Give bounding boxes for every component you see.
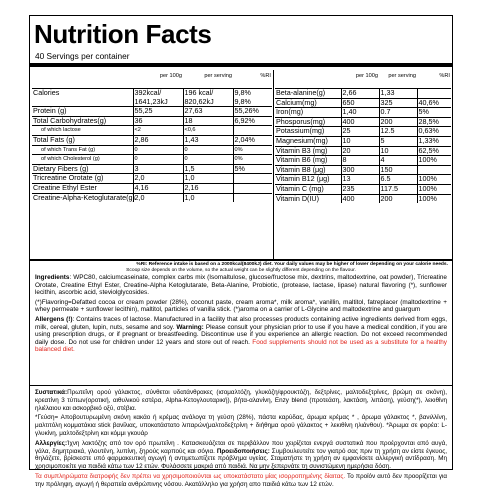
- nutrient-row: [32, 155, 272, 165]
- nutrient-value: 1,43: [183, 135, 233, 145]
- nutrient-value: 650: [341, 98, 379, 108]
- gr-final-text: Το προϊόν αυτό δεν προορίζεται για την πρόληψη, αγωγή ή θεραπεία ανθρώπινης νόσου. Ακατάλληλο για χρήση απο παιδιά κάτω των 12 ετών.: [35, 472, 448, 488]
- nutrient-value: 12.5: [379, 127, 417, 137]
- nutrient-value: 820,62kJ: [183, 98, 233, 107]
- column-header: per 100g: [355, 72, 378, 79]
- nutrient-value: 4: [379, 156, 417, 166]
- nutrient-value: 1,0: [183, 174, 233, 184]
- thick-divider: [30, 63, 452, 67]
- nutrient-value: 0: [183, 155, 233, 165]
- warning-label: Warning:: [176, 323, 204, 331]
- nutrient-value: 5%: [417, 108, 451, 118]
- ingredients-text: : WPC80, calciumcaseinate, complex carbs mix (Isomaltulose, glucose/fructose mix, dextrins, maltodextrine, oat powder), Tricreatine Orotate, Creatine Ethyl Ester, Creatine-Alpha Ketoglutarate, Beta-Alanine, Probiotic, (protease, lactase, lipase) natural flavoring (*), sunflower lecithin, ascorbic acid, steviolglycosides.: [35, 274, 447, 297]
- header-blank: [275, 70, 341, 82]
- nutrient-value: 300: [341, 165, 379, 175]
- nutrient-value: 392kcal/: [133, 89, 183, 98]
- reference-intake-note: [34, 262, 448, 274]
- nutrient-value: [233, 174, 272, 184]
- nutrient-row: [275, 136, 451, 146]
- gr-caution-text: Συμβουλευτείτε τον γιατρό σας πριν τη χρήση αν είστε έγκυος, θηλάζετε, βρίσκεστε υπό φαρμακευτική αγωγή ή αντιμετωπίζετε πρόβλημα υγείας. Σταματήστε τη χρήση αν εμφανίσετε αλλεργική αντίδραση. Μη χρησιμοποιείτε για παιδιά κάτω των 12 ετών. Φυλάσσετε μακριά από παιδιά. Να μην ξεπερνάτε τη συνιστώμενη ημερήσια δόση.: [35, 447, 447, 471]
- column-header: per serving: [388, 72, 416, 79]
- nutrient-value: 27,63: [183, 107, 233, 117]
- nutrient-label: Creatine Ethyl Ester: [32, 183, 133, 193]
- nutrient-value: <0,6: [183, 126, 233, 136]
- nutrient-value: 400: [341, 194, 379, 203]
- nutrient-value: 36: [133, 116, 183, 126]
- nutrient-value: 0%: [233, 155, 272, 165]
- nutrient-value: 0: [183, 145, 233, 155]
- nutrient-value: 20: [341, 146, 379, 156]
- allergens-text: : Contains traces of lactose. Manufactured in a facility that also processes products containing active ingredients derived from eggs, milk, cereal, gluten, lupin, nuts, sesame and soy.: [35, 315, 447, 331]
- nutrient-row: [275, 108, 451, 118]
- warning-text: Please consult your physician prior to use if you have a medical condition, if you are using prescription drugs, or if pregnant or breastfeeding. Discontinue use if you experience an allergic reaction. Do not exceed recommended daily dose. Do not use for children under 12 years and store out of reach.: [35, 323, 447, 346]
- nutrient-value: 9,8%: [233, 89, 272, 98]
- nutrient-value: 0: [133, 145, 183, 155]
- nutrient-value: 0: [133, 155, 183, 165]
- column-header: %RI: [439, 72, 450, 79]
- nutrient-row: [275, 156, 451, 166]
- nutrient-value: 10: [379, 146, 417, 156]
- nutrient-value: [233, 183, 272, 193]
- nutrient-value: 1,33: [379, 89, 417, 99]
- allergens-label: Allergens (!): [35, 315, 73, 323]
- nutrient-value: 2,86: [133, 135, 183, 145]
- nutrient-value: 62,5%: [417, 146, 451, 156]
- table-divider: [273, 70, 274, 259]
- flavoring-text: (*)Flavoring=Defatted cocoa or cream powder (28%), coconut paste, cream aroma*, milk aroma*, vanillin, maltitol, fatreplacer (maltodextrine + whey permeate + sunflower lecithin), maltitol, particles of vanilla stick. (*)aroma on a carrier of L-Glycine and maltodextrine and guargum: [35, 298, 447, 314]
- nutrient-value: 3: [133, 164, 183, 174]
- greek-section: [35, 389, 447, 489]
- nutrient-label: Protein (g): [32, 107, 133, 117]
- nutrient-value: <2: [133, 126, 183, 136]
- nutrient-value: 2,66: [341, 89, 379, 99]
- nutrient-label: Total Fats (g): [32, 135, 133, 145]
- nutrient-value: 6,92%: [233, 116, 272, 126]
- nutrient-label: Vitamin B6 (mg): [275, 156, 341, 166]
- right-table-header: [275, 70, 451, 82]
- nutrient-value: 1,40: [341, 108, 379, 118]
- nutrient-value: 28,5%: [417, 117, 451, 127]
- nutrient-value: 100%: [417, 184, 451, 194]
- nutrient-value: 5%: [233, 164, 272, 174]
- nutrient-label: Vitamin B3 (mg): [275, 146, 341, 156]
- nutrient-row: [275, 89, 451, 99]
- gr-caution-label: Προειδοποιήσεις:: [216, 447, 270, 455]
- nutrient-label: Creatine-Alpha-Ketoglutarate(g): [33, 192, 135, 202]
- nutrient-value: 2,16: [183, 183, 233, 193]
- nutrient-row: [32, 193, 272, 202]
- nutrient-row: [32, 135, 272, 145]
- nutrition-table-right: [275, 70, 451, 203]
- column-header: per 100g: [159, 72, 182, 79]
- gr-allergens-label: Αλλεργίες:: [35, 439, 68, 447]
- nutrient-value: 1641,23kJ: [133, 98, 183, 107]
- scoop-note: Scoop size depends on the volume, so the actual weight can be slightly different depending on the flavour.: [126, 268, 356, 273]
- header-blank: [32, 70, 133, 82]
- gr-ingredients-text: Πρωτεΐνη ορού γάλακτος, σύνθετοι υδατάνθρακες (ισομαλτόζη, γλυκόζη/φρουκτόζη, δεξτρίνες, μαλτοδεξτρίνες, βρώμη σε σκόνη), κρεατίνη 3 τύπων(οροτική, αιθυλικού εστέρα, Alpha-Κετογλουταρική), βήτα-αλανίνη, Enzy blend (προτεάση, λακτάση, λιπάση), γεύση(*), λεκιθίνη ηλιέλαιου και ασκορβικό οξύ, στέβια.: [35, 389, 447, 412]
- nutrient-value: 100%: [417, 156, 451, 166]
- language-separator: [30, 385, 452, 386]
- nutrient-value: 200: [379, 117, 417, 127]
- nutrient-row: [32, 183, 272, 193]
- nutrient-value: 2,0: [133, 174, 183, 184]
- nutrient-value: 325: [379, 98, 417, 108]
- servings-per-container: 40 Servings per container: [35, 51, 130, 61]
- nutrient-label: Vitamin C (mg): [275, 184, 341, 194]
- nutrient-label: Magnesium(mg): [275, 136, 341, 146]
- column-header: per serving: [204, 72, 232, 79]
- nutrient-value: 117.5: [379, 184, 417, 194]
- nutrient-value: 2,0: [133, 193, 183, 202]
- nutrient-value: 100%: [417, 175, 451, 185]
- nutrient-value: 13: [341, 175, 379, 185]
- column-header: %RI: [260, 72, 271, 79]
- nutrient-value: 0.7: [379, 108, 417, 118]
- nutrient-value: [417, 89, 451, 99]
- nutrient-value: 0%: [233, 145, 272, 155]
- nutrient-label: Calcium(mg): [275, 98, 341, 108]
- nutrient-row: [32, 107, 272, 117]
- nutrient-label: Vitamin D(IU): [275, 194, 341, 203]
- nutrient-row: [275, 175, 451, 185]
- nutrient-label: Tricreatine Orotate (g): [32, 174, 133, 184]
- nutrient-value: 400: [341, 117, 379, 127]
- nutrient-value: 1,0: [183, 193, 233, 202]
- nutrient-value: 4,16: [133, 183, 183, 193]
- gr-flavoring-text: *Γεύση= Αποβουτυρωμένη σκόνη κακάο ή κρέμας ανάλογα τη γεύση (28%), πάστα καρύδας, άρωμα κρέμας * , άρωμα γάλακτος *, βανιλλίνη, μαλτιτόλη κομματάκια stick βανίλιας, υποκατάστατο λιπαρών(μαλτοδεξτρίνη + διήθημα ορού γάλακτος + λεκιθίνη ηλιάνθου). *Άρωμα σε φορέα: L-γλυκίνη, μαλτοδεξτρίνη και κόμμι γκουάρ: [35, 414, 447, 437]
- nutrient-value: 18: [183, 116, 233, 126]
- nutrient-value: 5: [379, 136, 417, 146]
- nutrient-value: 9,8%: [233, 98, 272, 107]
- ri-note: %RI: Reference intake is based on a 2000kcal(8400kJ) diet. Your daily values may be higher of lower depending on your calorie needs.: [136, 262, 448, 267]
- nutrient-label: Beta-alanine(g): [275, 89, 341, 99]
- nutrient-value: 8: [341, 156, 379, 166]
- nutrient-value: 10: [341, 136, 379, 146]
- nutrient-label: Calories: [32, 89, 133, 98]
- nutrient-row: [275, 194, 451, 203]
- nutrient-label: Phosporus(mg): [275, 117, 341, 127]
- nutrient-label: Potassium(mg): [275, 127, 341, 137]
- nutrient-value: 25: [341, 127, 379, 137]
- nutrient-value: 1,33%: [417, 136, 451, 146]
- nutrient-label: Vitamin B12 (μg): [275, 175, 341, 185]
- nutrient-label: Iron(mg): [275, 108, 341, 118]
- nutrient-label: Dietary Fibers (g): [32, 164, 133, 174]
- ingredients-section: [35, 274, 447, 354]
- page-title: Nutrition Facts: [34, 19, 212, 49]
- nutrient-label: of which Cholesterol (g): [32, 155, 133, 165]
- nutrient-value: 55,26%: [233, 107, 272, 117]
- nutrient-value: 1,5: [183, 164, 233, 174]
- nutrient-value: [233, 193, 272, 202]
- nutrient-row: [275, 184, 451, 194]
- left-table-header: [32, 70, 272, 82]
- nutrient-label: Total Carbohydrates(g): [32, 116, 133, 126]
- nutrient-value: 40,6%: [417, 98, 451, 108]
- nutrient-value: 100%: [417, 194, 451, 203]
- nutrient-value: 6.5: [379, 175, 417, 185]
- nutrient-value: 196 kcal/: [183, 89, 233, 98]
- ingredients-label: Ingredients: [35, 274, 70, 281]
- warning-red-text: Food supplements should not be used as a substitute for a healthy balanced diet.: [35, 338, 448, 354]
- nutrient-value: 2,04%: [233, 135, 272, 145]
- nutrient-value: 55,25: [133, 107, 183, 117]
- nutrient-row: [32, 116, 272, 126]
- nutrient-label: Vitamin B8 (μg): [275, 165, 341, 175]
- nutrient-value: 235: [341, 184, 379, 194]
- gr-allergens-text: Ίχνη λακτόζης από τον ορό πρωτεΐνη . Κατασκευάζεται σε περιβάλλον που χειρίζεται ενεργά συστατικά που προέρχονται από αυγά, γάλα, δημητριακά, γλουτένη, λυπίνη, ξηρούς καρπούς και σόγια.: [35, 439, 447, 455]
- nutrient-label: of which Trans Fat (g): [32, 145, 133, 155]
- nutrient-label: of which lactose: [32, 126, 133, 136]
- nutrient-row: [32, 174, 272, 184]
- nutrient-value: 0,63%: [417, 127, 451, 137]
- nutrition-facts-panel: [29, 15, 453, 488]
- gr-ingredients-label: Συστατικά:: [35, 389, 68, 396]
- nutrient-value: 150: [379, 165, 417, 175]
- nutrient-value: 200: [379, 194, 417, 203]
- nutrition-table-left: [32, 70, 272, 202]
- nutrient-row: [32, 145, 272, 155]
- table-bottom-rule: [30, 259, 452, 261]
- gr-red-text: Τα συμπληρώματα διατροφής δεν πρέπει να χρησιμοποιούνται ως υποκατάστατο μίας ισορροπημένης δίαιτας.: [35, 472, 346, 480]
